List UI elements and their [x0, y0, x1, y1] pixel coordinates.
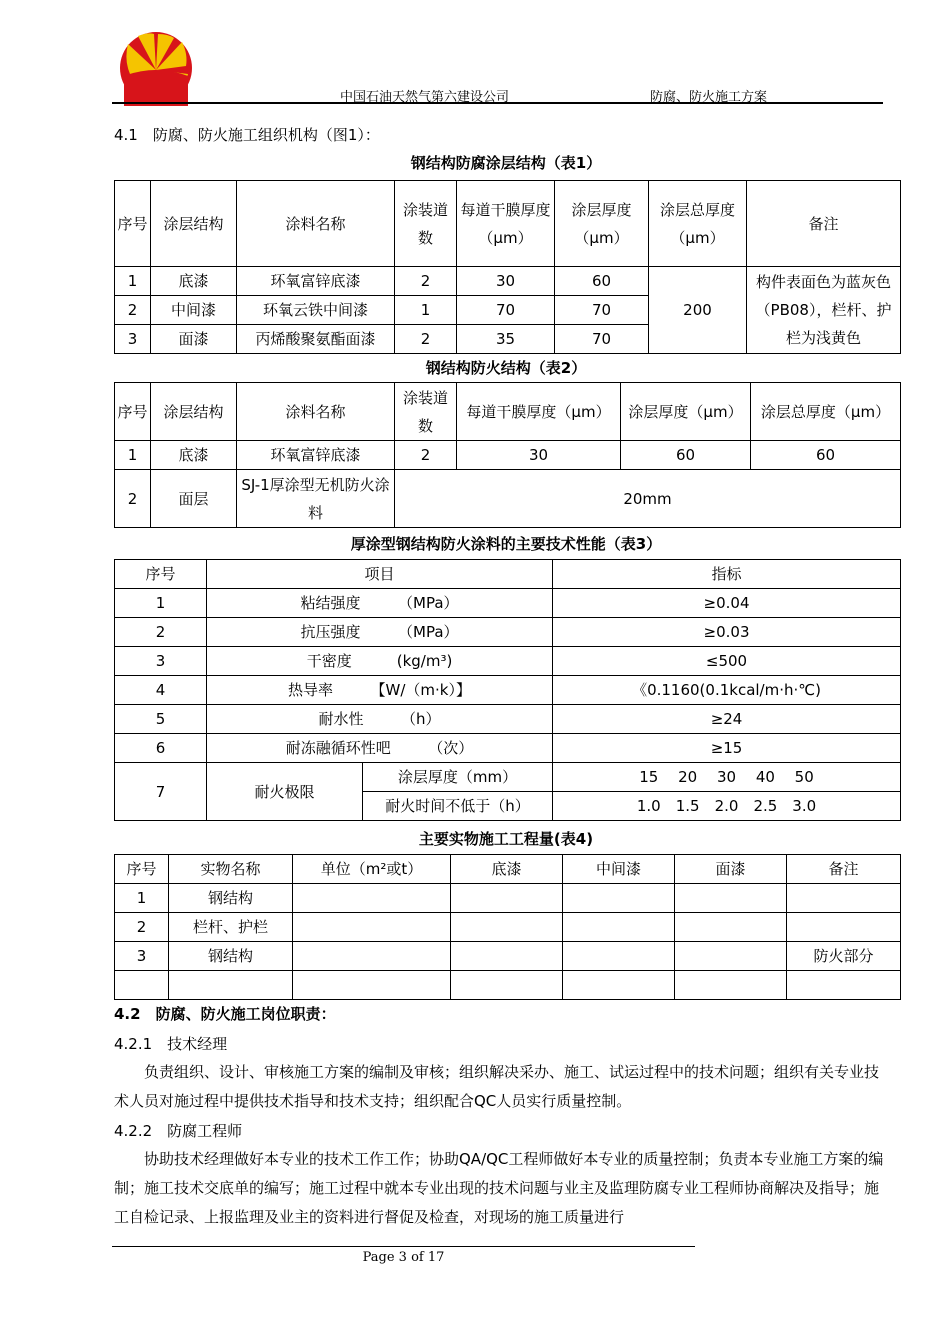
- table4-cell: [563, 913, 675, 942]
- table4-cell: [451, 942, 563, 971]
- table1-header-cell: 备注: [747, 181, 901, 267]
- table3-item-label: 耐水性: [318, 710, 364, 728]
- table4-cell: [675, 971, 787, 1000]
- table-row: [115, 884, 901, 913]
- table-row: [115, 441, 901, 470]
- table4-cell: 1: [115, 884, 169, 913]
- table4-cell: 钢结构: [169, 884, 293, 913]
- table4-cell: [675, 884, 787, 913]
- table1-cell: 丙烯酸聚氨酯面漆: [237, 325, 395, 354]
- table1-cell: 环氧富锌底漆: [237, 267, 395, 296]
- section-4-2-heading: 4.2 防腐、防火施工岗位职责：: [114, 1005, 336, 1023]
- table2-header-cell: 涂层厚度（μm）: [621, 383, 751, 441]
- table4-cell: [675, 913, 787, 942]
- table3-item-label: 抗压强度: [300, 623, 361, 641]
- table-row: [115, 589, 901, 618]
- table4: [114, 854, 901, 1000]
- footer-divider: [112, 1246, 695, 1247]
- table4-cell: [563, 971, 675, 1000]
- table3-fire-sub1: 涂层厚度（mm）: [363, 763, 553, 792]
- table1-cell: 中间漆: [151, 296, 237, 325]
- table3-item-cell: [207, 734, 553, 763]
- table1-total-cell: 200: [649, 267, 747, 354]
- table1-cell: 1: [395, 296, 457, 325]
- table4-cell: [675, 942, 787, 971]
- table-row: [115, 763, 901, 792]
- table2-cell: 60: [621, 441, 751, 470]
- table3-fire-vals1: 15 20 30 40 50: [553, 763, 901, 792]
- table1-cell: 底漆: [151, 267, 237, 296]
- table4-header-cell: 面漆: [675, 855, 787, 884]
- table1-cell: 环氧云铁中间漆: [237, 296, 395, 325]
- table-row: [115, 942, 901, 971]
- table1-caption: 钢结构防腐涂层结构（表1）: [410, 154, 602, 172]
- table-row: [115, 647, 901, 676]
- header-company: 中国石油天然气第六建设公司: [340, 90, 510, 105]
- table1-cell: 2: [115, 296, 151, 325]
- table2: [114, 382, 901, 528]
- table4-header-cell: 序号: [115, 855, 169, 884]
- section-4-2-2-text: 协助技术经理做好本专业的技术工作工作；协助QA/QC工程师做好本专业的质量控制；负责本专业施工方案的编制；施工技术交底单的编写；施工过程中就本专业出现的技术问题与业主及监理防腐专业工程师协商解决及指导；施工自检记录、上报监理及业主的资料进行督促及检查，对现场的施工质量进行: [114, 1150, 884, 1226]
- section-4-2-1-text: 负责组织、设计、审核施工方案的编制及审核；组织解决采办、施工、试运过程中的技术问题；组织有关专业技术人员对施过程中提供技术指导和技术支持；组织配合QC人员实行质量控制。: [114, 1063, 880, 1110]
- table4-cell: 2: [115, 913, 169, 942]
- table1-cell: 2: [395, 325, 457, 354]
- table1-header-row: [115, 181, 901, 267]
- table4-cell: 钢结构: [169, 942, 293, 971]
- table4-cell: [293, 971, 451, 1000]
- table3-cell: 4: [115, 676, 207, 705]
- table3-item-label: 干密度: [306, 652, 352, 670]
- table4-header-cell: 单位（m²或t）: [293, 855, 451, 884]
- table2-cell: 30: [457, 441, 621, 470]
- table4-cell: [563, 942, 675, 971]
- table4-cell: [293, 913, 451, 942]
- section-4-2-1-heading: 4.2.1 技术经理: [114, 1035, 228, 1053]
- table3-caption: 厚涂型钢结构防火涂料的主要技术性能（表3）: [350, 535, 662, 553]
- table4-cell: [451, 971, 563, 1000]
- table3-header-cell: 项目: [207, 560, 553, 589]
- table4-header-row: [115, 855, 901, 884]
- table3-header-cell: 序号: [115, 560, 207, 589]
- table4-cell: [787, 971, 901, 1000]
- table2-header-cell: 序号: [115, 383, 151, 441]
- table2-cell: 60: [751, 441, 901, 470]
- table1-header-cell: 涂层厚度（μm）: [555, 181, 649, 267]
- table3-cell: ≤500: [553, 647, 901, 676]
- table3-cell: 2: [115, 618, 207, 647]
- table-row: [115, 267, 901, 296]
- table4-cell: [293, 884, 451, 913]
- table1-cell: 35: [457, 325, 555, 354]
- table1-cell: 1: [115, 267, 151, 296]
- table4-cell: [293, 942, 451, 971]
- table3-item-unit: （MPa）: [405, 623, 459, 641]
- table1-cell: 3: [115, 325, 151, 354]
- header-doc-title: 防腐、防火施工方案: [650, 90, 768, 105]
- table2-header-row: [115, 383, 901, 441]
- table3-cell: 6: [115, 734, 207, 763]
- table4-cell: [563, 884, 675, 913]
- table3-item-label: 热导率: [288, 681, 334, 699]
- table2-cell: SJ-1厚涂型无机防火涂料: [237, 470, 395, 528]
- table2-cell: 20mm: [395, 470, 901, 528]
- table3-fire-label: 耐火极限: [207, 763, 363, 821]
- table1-cell: 2: [395, 267, 457, 296]
- section-4-2-2-heading: 4.2.2 防腐工程师: [114, 1122, 243, 1140]
- table2-cell: 2: [115, 470, 151, 528]
- table3-header-cell: 指标: [553, 560, 901, 589]
- table-row: [115, 705, 901, 734]
- header-divider: [112, 102, 883, 104]
- table1-cell: 70: [555, 296, 649, 325]
- table4-cell: [451, 913, 563, 942]
- table4-cell: [169, 971, 293, 1000]
- table4-cell: 栏杆、护栏: [169, 913, 293, 942]
- table3-cell: ≥24: [553, 705, 901, 734]
- table3-item-cell: [207, 618, 553, 647]
- table2-header-cell: 涂层总厚度（μm）: [751, 383, 901, 441]
- table3-cell: ≥0.03: [553, 618, 901, 647]
- table1: [114, 180, 901, 354]
- table3-item-unit: 【W/（m·k）】: [378, 681, 471, 699]
- table3: [114, 559, 901, 821]
- table3-item-cell: [207, 705, 553, 734]
- table3-cell: 《0.1160(0.1kcal/m·h·℃): [553, 676, 901, 705]
- table3-cell: 7: [115, 763, 207, 821]
- table1-cell: 面漆: [151, 325, 237, 354]
- table-row: [115, 971, 901, 1000]
- table1-note-cell: 构件表面色为蓝灰色（PB08），栏杆、护栏为浅黄色: [747, 267, 901, 354]
- table1-header-cell: 涂层结构: [151, 181, 237, 267]
- table4-header-cell: 底漆: [451, 855, 563, 884]
- table3-item-cell: [207, 647, 553, 676]
- table4-cell: [451, 884, 563, 913]
- table4-header-cell: 实物名称: [169, 855, 293, 884]
- table1-header-cell: 每道干膜厚度（μm）: [457, 181, 555, 267]
- table1-header-cell: 涂层总厚度（μm）: [649, 181, 747, 267]
- table-row: [115, 734, 901, 763]
- section-4-1-heading: 4.1 防腐、防火施工组织机构（图1）：: [114, 126, 380, 144]
- table2-header-cell: 每道干膜厚度（μm）: [457, 383, 621, 441]
- table3-cell: ≥15: [553, 734, 901, 763]
- table1-cell: 70: [457, 296, 555, 325]
- table4-cell: 防火部分: [787, 942, 901, 971]
- page-number: Page 3 of 17: [362, 1250, 445, 1265]
- table3-cell: 5: [115, 705, 207, 734]
- table1-header-cell: 序号: [115, 181, 151, 267]
- table3-fire-vals2: 1.0 1.5 2.0 2.5 3.0: [553, 792, 901, 821]
- table3-item-label: 粘结强度: [300, 594, 361, 612]
- table-row: [115, 618, 901, 647]
- table4-header-cell: 备注: [787, 855, 901, 884]
- table3-item-unit: （次）: [435, 739, 474, 757]
- table3-item-label: 耐冻融循环性吧: [285, 739, 391, 757]
- table2-cell: 面层: [151, 470, 237, 528]
- table3-item-unit: （MPa）: [405, 594, 459, 612]
- table2-header-cell: 涂料名称: [237, 383, 395, 441]
- table4-cell: 3: [115, 942, 169, 971]
- table4-cell: [787, 913, 901, 942]
- table-row: [115, 913, 901, 942]
- table3-item-cell: [207, 676, 553, 705]
- table1-header-cell: 涂料名称: [237, 181, 395, 267]
- table1-cell: 60: [555, 267, 649, 296]
- table4-cell: [787, 884, 901, 913]
- table2-header-cell: 涂装道数: [395, 383, 457, 441]
- table2-cell: 1: [115, 441, 151, 470]
- table-row: [115, 676, 901, 705]
- table-row: [115, 470, 901, 528]
- table3-cell: 3: [115, 647, 207, 676]
- table3-header-row: [115, 560, 901, 589]
- company-logo-icon: [118, 30, 194, 106]
- table1-header-cell: 涂装道数: [395, 181, 457, 267]
- table3-item-unit: （h）: [408, 710, 441, 728]
- table2-header-cell: 涂层结构: [151, 383, 237, 441]
- table2-cell: 环氧富锌底漆: [237, 441, 395, 470]
- table4-cell: [115, 971, 169, 1000]
- table3-fire-sub2: 耐火时间不低于（h）: [363, 792, 553, 821]
- table1-cell: 30: [457, 267, 555, 296]
- table1-cell: 70: [555, 325, 649, 354]
- table4-header-cell: 中间漆: [563, 855, 675, 884]
- table2-cell: 2: [395, 441, 457, 470]
- table3-item-cell: [207, 589, 553, 618]
- table3-item-unit: (kg/m³): [396, 652, 453, 670]
- table2-cell: 底漆: [151, 441, 237, 470]
- table3-cell: ≥0.04: [553, 589, 901, 618]
- table3-cell: 1: [115, 589, 207, 618]
- table4-caption: 主要实物施工工程量(表4): [418, 830, 594, 848]
- table2-caption: 钢结构防火结构（表2）: [425, 359, 587, 377]
